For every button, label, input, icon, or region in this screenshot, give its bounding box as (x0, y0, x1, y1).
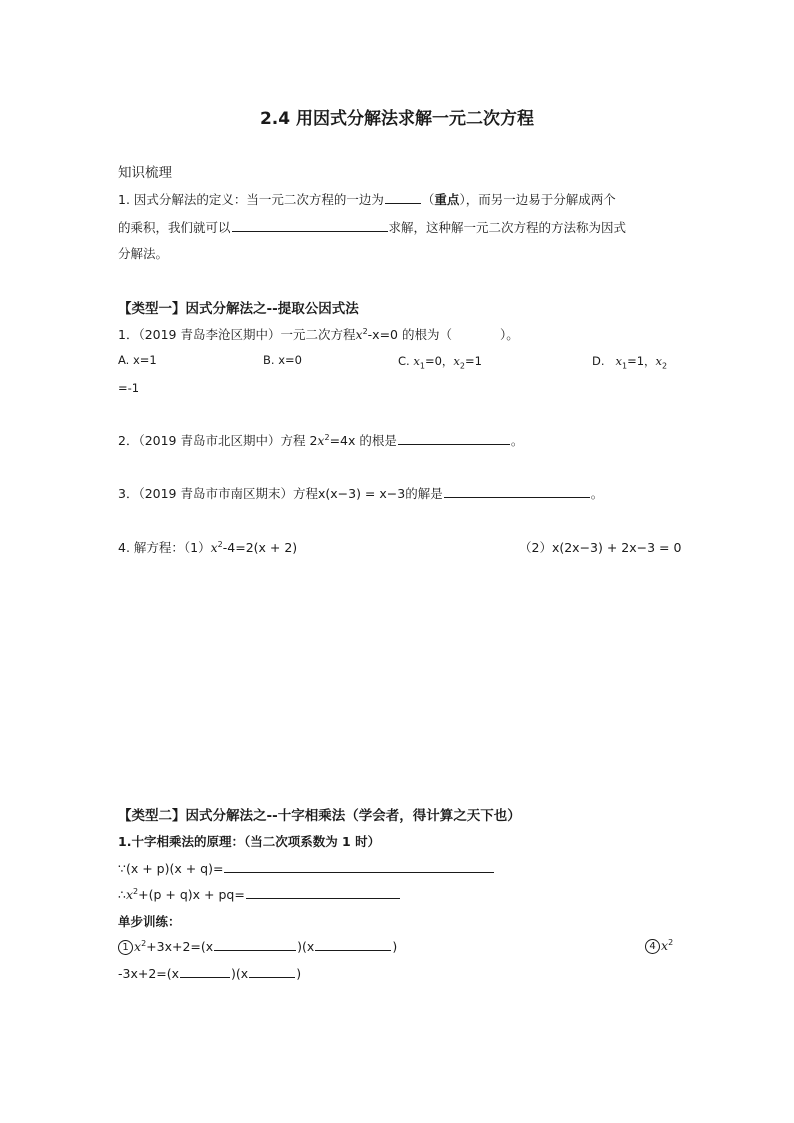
type2-heading: 【类型二】因式分解法之--十字相乘法（学会者，得计算之天下也） (118, 808, 521, 824)
exercise-1-blank-2 (315, 938, 391, 951)
exercise-1-number: 1 (118, 940, 133, 955)
type1-heading: 【类型一】因式分解法之--提取公因式法 (118, 301, 359, 317)
principle-heading: 1.十字相乘法的原理：（当二次项系数为 1 时） (118, 834, 381, 849)
option-d-wrap: =-1 (118, 381, 140, 395)
practice-heading: 单步训练： (118, 914, 181, 929)
exercise-4-blank-2 (249, 965, 295, 978)
page-title: 2.4 用因式分解法求解一元二次方程 (259, 109, 535, 129)
principle-line-1: ∵(x + p)(x + q)= (118, 860, 495, 876)
knowledge-heading: 知识梳理 (118, 165, 172, 181)
key-point-label: 重点 (434, 192, 460, 207)
question-3-answer-blank (444, 485, 590, 498)
question-3-text: 3．（2019 青岛市市南区期末）方程x(x−3) = x−3的解是 (118, 486, 443, 501)
principle-blank-2 (246, 886, 400, 899)
question-1-text-b: -x=0 的根为（ (367, 327, 452, 342)
definition-text-d: 的乘积，我们就可以 (118, 220, 231, 235)
question-1 (118, 325, 519, 343)
question-2-text: 2．（2019 青岛市北区期中）方程 2 (118, 433, 318, 448)
question-2-answer-blank (398, 432, 510, 445)
question-2-var: x (317, 433, 325, 448)
question-4-text: 4. 解方程：（1） (118, 540, 211, 555)
principle-line-2: $\therefore x^2+(p + q)x + pq=$ (118, 886, 401, 902)
blank-method (232, 219, 388, 232)
exercise-4-blank-1 (180, 965, 230, 978)
definition-line-3: 分解法。 (118, 246, 169, 261)
definition-line-2 (118, 218, 626, 236)
option-c: C. $x_1=0$，$x_2=1$ (398, 354, 482, 371)
definition-text-c: ），而另一边易于分解成两个 (459, 192, 616, 207)
question-4-part-1: 4. 解方程：$(1)x^2-4=2(x + 2)$ (118, 539, 298, 555)
question-1-text-c: ）。 (499, 327, 519, 342)
exercise-1-blank-1 (214, 938, 296, 951)
question-1-exp: 2 (362, 326, 368, 336)
definition-text-a: 1. 因式分解法的定义：当一元二次方程的一边为 (118, 192, 384, 207)
question-3: 3．（2019 青岛市市南区期末）方程x(x−3) = x−3的解是 。 (118, 486, 604, 501)
exercise-4-wrap: -3x+2=(x )(x ) (118, 966, 302, 981)
exercise-1: 1 $x^2+3x+2=(x$ )(x ) (118, 938, 397, 955)
option-d: D. $x_1=1$，$x_2$ (592, 354, 668, 371)
blank-one-side (385, 191, 421, 204)
question-2: 2．（2019 青岛市北区期中）方程 $2x^2=4x$ 的根是 。 (118, 432, 524, 448)
question-4-part-2: （2）x(2x−3) + 2x−3 = 0 (519, 540, 682, 555)
definition-text-e: 求解，这种解一元二次方程的方法称为因式 (388, 220, 627, 235)
principle-blank-1 (224, 860, 494, 873)
exercise-4-number: 4 (645, 939, 660, 954)
option-b: B. x=0 (263, 353, 302, 367)
definition-text-b: （ (421, 192, 435, 207)
exercise-4: 4 $x^2$ (645, 938, 673, 954)
definition-line-1 (118, 190, 616, 208)
option-a: A. x=1 (118, 353, 157, 367)
question-1-text: 1．（2019 青岛李沧区期中）一元二次方程 (118, 327, 356, 342)
question-1-var: x (355, 327, 363, 342)
